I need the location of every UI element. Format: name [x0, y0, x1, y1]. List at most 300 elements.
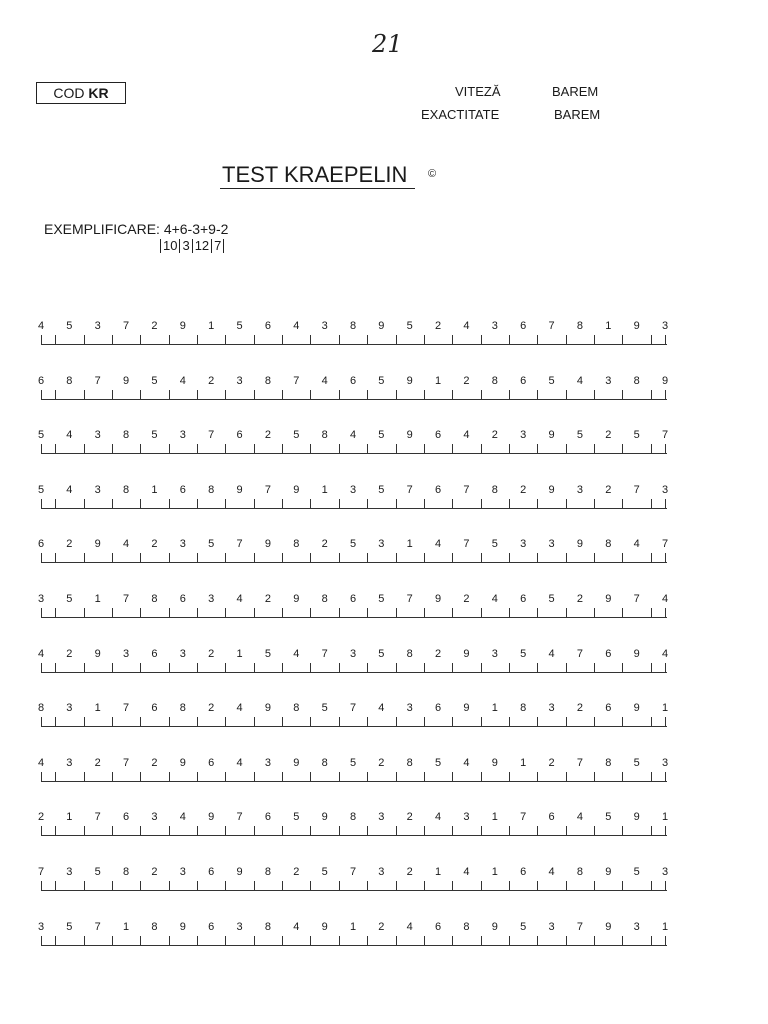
example-answer-cell: 7 — [211, 239, 224, 253]
digit: 4 — [66, 483, 73, 496]
answer-slot-tick — [55, 553, 56, 562]
answer-slot-tick — [622, 717, 623, 726]
answer-slot-tick — [367, 335, 368, 344]
digit: 2 — [520, 483, 527, 496]
answer-slot-tick — [396, 499, 397, 508]
answer-slot-tick — [566, 335, 567, 344]
answer-slot-tick — [225, 335, 226, 344]
digit: 4 — [435, 538, 442, 551]
digit: 2 — [94, 756, 101, 769]
answer-slot-tick — [339, 499, 340, 508]
row-start-tick — [41, 499, 42, 508]
digit: 5 — [94, 866, 101, 878]
answer-slot-tick — [509, 444, 510, 453]
digit: 7 — [37, 866, 45, 878]
answer-slot-tick — [84, 826, 85, 835]
answer-slot-tick — [84, 444, 85, 453]
answer-slot-tick — [112, 335, 113, 344]
answer-slot-tick — [55, 390, 56, 399]
digit: 6 — [520, 320, 527, 332]
digit: 2 — [37, 811, 45, 824]
answer-slot-tick — [169, 826, 170, 835]
digit: 6 — [208, 756, 215, 769]
digit: 6 — [435, 702, 442, 715]
digit: 1 — [236, 647, 243, 660]
accuracy-value: BAREM — [554, 107, 601, 122]
answer-slot-tick — [254, 826, 255, 835]
digit-row — [0, 648, 768, 678]
answer-line[interactable] — [41, 781, 667, 782]
digit: 9 — [208, 811, 215, 824]
answer-slot-tick — [367, 717, 368, 726]
row-end-tick — [665, 826, 666, 835]
answer-slot-tick — [339, 444, 340, 453]
answer-slot-tick — [566, 717, 567, 726]
answer-slot-tick — [339, 335, 340, 344]
digit: 1 — [520, 756, 527, 769]
code-box — [36, 82, 126, 104]
digit: 1 — [208, 320, 215, 332]
digit: 2 — [151, 538, 158, 551]
digit: 9 — [491, 920, 498, 933]
row-end-tick — [665, 881, 666, 890]
digit: 6 — [520, 593, 527, 605]
digit: 7 — [548, 320, 555, 332]
answer-slot-tick — [452, 717, 453, 726]
answer-slot-tick — [112, 499, 113, 508]
digit: 9 — [179, 756, 186, 769]
answer-slot-tick — [651, 936, 652, 945]
answer-slot-tick — [140, 553, 141, 562]
answer-slot-tick — [566, 608, 567, 617]
digit: 2 — [435, 320, 442, 332]
digit: 7 — [123, 593, 130, 605]
digit: 2 — [378, 920, 385, 933]
digit: 5 — [151, 429, 158, 442]
answer-slot-tick — [310, 881, 311, 890]
answer-slot-tick — [55, 936, 56, 945]
answer-slot-tick — [169, 390, 170, 399]
digit: 9 — [264, 702, 271, 715]
answer-slot-tick — [452, 772, 453, 781]
answer-slot-tick — [254, 553, 255, 562]
digit: 7 — [349, 866, 357, 878]
digit: 2 — [378, 756, 385, 769]
row-start-tick — [41, 553, 42, 562]
digit: 4 — [378, 702, 385, 715]
digit: 6 — [435, 429, 442, 442]
digit: 2 — [151, 320, 158, 332]
answer-slot-tick — [84, 335, 85, 344]
answer-slot-tick — [367, 826, 368, 835]
digit: 4 — [661, 647, 669, 660]
answer-slot-tick — [537, 826, 538, 835]
digit: 1 — [661, 920, 669, 933]
answer-line[interactable] — [41, 399, 667, 400]
answer-slot-tick — [651, 772, 652, 781]
answer-slot-tick — [197, 772, 198, 781]
digit: 2 — [151, 866, 158, 878]
digit: 2 — [406, 811, 413, 824]
digit: 7 — [94, 811, 101, 824]
digit: 9 — [179, 320, 186, 332]
answer-slot-tick — [140, 499, 141, 508]
digit: 3 — [520, 429, 527, 442]
digit: 5 — [208, 538, 215, 551]
speed-value: BAREM — [552, 84, 599, 99]
digit: 3 — [321, 320, 328, 332]
answer-slot-tick — [112, 881, 113, 890]
digit: 9 — [633, 320, 640, 332]
digit: 1 — [435, 866, 442, 878]
answer-line[interactable] — [41, 890, 667, 891]
digit: 2 — [605, 483, 612, 496]
digit-row — [0, 538, 768, 568]
digit: 3 — [37, 593, 45, 605]
answer-slot-tick — [339, 608, 340, 617]
answer-slot-tick — [254, 663, 255, 672]
answer-slot-tick — [282, 881, 283, 890]
answer-slot-tick — [310, 772, 311, 781]
answer-slot-tick — [310, 663, 311, 672]
answer-slot-tick — [537, 881, 538, 890]
answer-line[interactable] — [41, 835, 667, 836]
answer-slot-tick — [339, 826, 340, 835]
digit: 3 — [264, 756, 271, 769]
digit: 5 — [37, 429, 45, 442]
digit: 3 — [349, 647, 357, 660]
digit: 8 — [605, 538, 612, 551]
digit: 9 — [264, 538, 271, 551]
answer-slot-tick — [424, 663, 425, 672]
digit: 5 — [406, 320, 413, 332]
digit: 5 — [349, 538, 357, 551]
digit: 3 — [236, 920, 243, 933]
answer-slot-tick — [197, 717, 198, 726]
example — [44, 221, 228, 237]
answer-slot-tick — [509, 826, 510, 835]
row-start-tick — [41, 444, 42, 453]
answer-line[interactable] — [41, 726, 667, 727]
answer-slot-tick — [566, 881, 567, 890]
answer-slot-tick — [282, 826, 283, 835]
digit: 8 — [520, 702, 527, 715]
digit: 7 — [633, 593, 640, 605]
row-end-tick — [665, 936, 666, 945]
answer-slot-tick — [481, 335, 482, 344]
digit: 4 — [236, 593, 243, 605]
answer-slot-tick — [481, 499, 482, 508]
digit: 4 — [463, 756, 470, 769]
digit: 8 — [293, 538, 300, 551]
digit: 2 — [548, 756, 555, 769]
digit: 7 — [208, 429, 215, 442]
answer-slot-tick — [622, 663, 623, 672]
digit: 8 — [605, 756, 612, 769]
answer-slot-tick — [282, 936, 283, 945]
digit: 3 — [661, 866, 669, 878]
answer-slot-tick — [481, 390, 482, 399]
answer-slot-tick — [225, 390, 226, 399]
answer-slot-tick — [537, 663, 538, 672]
answer-slot-tick — [566, 553, 567, 562]
answer-slot-tick — [509, 553, 510, 562]
answer-slot-tick — [225, 499, 226, 508]
answer-slot-tick — [55, 881, 56, 890]
digit: 3 — [491, 320, 498, 332]
answer-slot-tick — [537, 772, 538, 781]
answer-slot-tick — [140, 881, 141, 890]
answer-slot-tick — [594, 444, 595, 453]
digit: 5 — [66, 320, 73, 332]
answer-slot-tick — [537, 499, 538, 508]
answer-slot-tick — [310, 390, 311, 399]
digit: 3 — [548, 920, 555, 933]
answer-slot-tick — [169, 553, 170, 562]
digit: 2 — [463, 374, 470, 387]
digit: 9 — [633, 702, 640, 715]
answer-slot-tick — [396, 881, 397, 890]
answer-line[interactable] — [41, 344, 667, 345]
answer-slot-tick — [140, 444, 141, 453]
digit: 5 — [66, 593, 73, 605]
digit: 8 — [123, 866, 130, 878]
answer-slot-tick — [367, 444, 368, 453]
code-label: COD — [53, 85, 85, 101]
answer-line[interactable] — [41, 672, 667, 673]
answer-line[interactable] — [41, 945, 667, 946]
example-expression: 4+6-3+9-2 — [163, 221, 229, 237]
answer-slot-tick — [651, 608, 652, 617]
answer-slot-tick — [140, 663, 141, 672]
digit: 3 — [605, 374, 612, 387]
digit: 5 — [66, 920, 73, 933]
digit: 1 — [66, 811, 73, 824]
answer-slot-tick — [566, 936, 567, 945]
answer-slot-tick — [282, 608, 283, 617]
answer-slot-tick — [396, 717, 397, 726]
digit: 4 — [37, 320, 45, 332]
answer-slot-tick — [140, 717, 141, 726]
digit: 4 — [236, 756, 243, 769]
digit: 2 — [576, 702, 583, 715]
answer-slot-tick — [481, 608, 482, 617]
answer-slot-tick — [310, 826, 311, 835]
answer-line[interactable] — [41, 453, 667, 454]
digit: 9 — [463, 702, 470, 715]
digit: 4 — [321, 374, 328, 387]
answer-slot-tick — [254, 390, 255, 399]
digit: 2 — [576, 593, 583, 605]
answer-slot-tick — [310, 717, 311, 726]
digit: 8 — [123, 429, 130, 442]
digit: 4 — [123, 538, 130, 551]
sheet-number-handwritten: 21 — [372, 30, 403, 58]
answer-slot-tick — [84, 663, 85, 672]
digit: 9 — [236, 866, 243, 878]
digit: 8 — [151, 920, 158, 933]
digit-row — [0, 320, 768, 350]
digit: 2 — [264, 593, 271, 605]
digit: 7 — [123, 702, 130, 715]
answer-line[interactable] — [41, 617, 667, 618]
digit: 6 — [548, 811, 555, 824]
digit: 4 — [293, 320, 300, 332]
answer-slot-tick — [367, 881, 368, 890]
digit: 5 — [378, 593, 385, 605]
answer-slot-tick — [282, 499, 283, 508]
digit: 3 — [378, 811, 385, 824]
answer-slot-tick — [112, 717, 113, 726]
answer-slot-tick — [310, 444, 311, 453]
answer-slot-tick — [622, 390, 623, 399]
answer-slot-tick — [509, 608, 510, 617]
answer-slot-tick — [481, 826, 482, 835]
answer-slot-tick — [424, 499, 425, 508]
digit: 3 — [179, 538, 186, 551]
answer-slot-tick — [310, 499, 311, 508]
answer-slot-tick — [452, 499, 453, 508]
answer-slot-tick — [481, 444, 482, 453]
digit: 9 — [321, 920, 328, 933]
digit: 3 — [179, 866, 186, 878]
answer-slot-tick — [651, 553, 652, 562]
answer-slot-tick — [282, 663, 283, 672]
answer-slot-tick — [651, 499, 652, 508]
answer-slot-tick — [622, 772, 623, 781]
digit: 5 — [576, 429, 583, 442]
copyright-mark: © — [428, 168, 437, 180]
digit: 8 — [406, 756, 413, 769]
digit: 2 — [435, 647, 442, 660]
digit: 5 — [378, 483, 385, 496]
digit: 4 — [463, 866, 470, 878]
answer-slot-tick — [282, 553, 283, 562]
digit: 7 — [349, 702, 357, 715]
speed-label: VITEZĂ — [455, 84, 501, 99]
answer-slot-tick — [197, 608, 198, 617]
answer-slot-tick — [622, 335, 623, 344]
answer-slot-tick — [396, 826, 397, 835]
answer-slot-tick — [225, 881, 226, 890]
answer-slot-tick — [84, 772, 85, 781]
answer-slot-tick — [197, 936, 198, 945]
answer-slot-tick — [169, 499, 170, 508]
digit: 2 — [66, 538, 73, 551]
digit: 5 — [435, 756, 442, 769]
answer-slot-tick — [55, 826, 56, 835]
answer-slot-tick — [339, 936, 340, 945]
answer-slot-tick — [622, 826, 623, 835]
answer-slot-tick — [197, 553, 198, 562]
digit: 9 — [548, 483, 555, 496]
answer-slot-tick — [55, 444, 56, 453]
answer-slot-tick — [509, 717, 510, 726]
answer-slot-tick — [367, 390, 368, 399]
digit: 3 — [661, 483, 669, 496]
answer-slot-tick — [225, 826, 226, 835]
digit-row — [0, 429, 768, 459]
digit: 8 — [321, 756, 328, 769]
answer-slot-tick — [112, 553, 113, 562]
digit: 6 — [349, 374, 357, 387]
digit: 3 — [661, 320, 669, 332]
answer-slot-tick — [254, 936, 255, 945]
answer-slot-tick — [651, 826, 652, 835]
digit: 1 — [151, 483, 158, 496]
answer-slot-tick — [566, 390, 567, 399]
digit: 7 — [661, 538, 669, 551]
answer-slot-tick — [55, 499, 56, 508]
answer-slot-tick — [537, 390, 538, 399]
row-end-tick — [665, 717, 666, 726]
digit: 1 — [491, 866, 498, 878]
digit: 6 — [179, 483, 186, 496]
digit: 2 — [463, 593, 470, 605]
answer-slot-tick — [509, 881, 510, 890]
answer-slot-tick — [594, 608, 595, 617]
answer-slot-tick — [225, 936, 226, 945]
digit: 3 — [123, 647, 130, 660]
answer-line[interactable] — [41, 508, 667, 509]
answer-slot-tick — [197, 390, 198, 399]
digit: 6 — [349, 593, 357, 605]
digit-row — [0, 484, 768, 514]
digit: 9 — [661, 374, 669, 387]
answer-slot-tick — [112, 663, 113, 672]
example-answer — [160, 239, 224, 253]
answer-slot-tick — [197, 826, 198, 835]
answer-slot-tick — [424, 936, 425, 945]
digit: 3 — [378, 538, 385, 551]
code-value: KR — [88, 85, 109, 101]
answer-slot-tick — [481, 936, 482, 945]
answer-slot-tick — [140, 335, 141, 344]
digit: 8 — [264, 374, 271, 387]
answer-slot-tick — [622, 499, 623, 508]
digit: 4 — [435, 811, 442, 824]
digit: 7 — [576, 647, 583, 660]
digit: 9 — [576, 538, 583, 551]
answer-slot-tick — [537, 936, 538, 945]
digit: 1 — [661, 702, 669, 715]
digit: 5 — [293, 429, 300, 442]
answer-slot-tick — [396, 772, 397, 781]
answer-slot-tick — [197, 444, 198, 453]
digit: 9 — [378, 320, 385, 332]
digit: 8 — [321, 429, 328, 442]
answer-slot-tick — [651, 881, 652, 890]
answer-slot-tick — [339, 663, 340, 672]
digit: 5 — [236, 320, 243, 332]
digit: 4 — [491, 593, 498, 605]
answer-slot-tick — [594, 881, 595, 890]
digit: 3 — [520, 538, 527, 551]
answer-slot-tick — [140, 390, 141, 399]
answer-line[interactable] — [41, 562, 667, 563]
answer-slot-tick — [84, 881, 85, 890]
digit: 3 — [179, 429, 186, 442]
digit-row — [0, 702, 768, 732]
answer-slot-tick — [169, 717, 170, 726]
answer-slot-tick — [424, 335, 425, 344]
answer-slot-tick — [452, 390, 453, 399]
answer-slot-tick — [452, 444, 453, 453]
digit: 3 — [66, 756, 73, 769]
digit: 5 — [633, 429, 640, 442]
digit: 3 — [378, 866, 385, 878]
answer-slot-tick — [112, 390, 113, 399]
